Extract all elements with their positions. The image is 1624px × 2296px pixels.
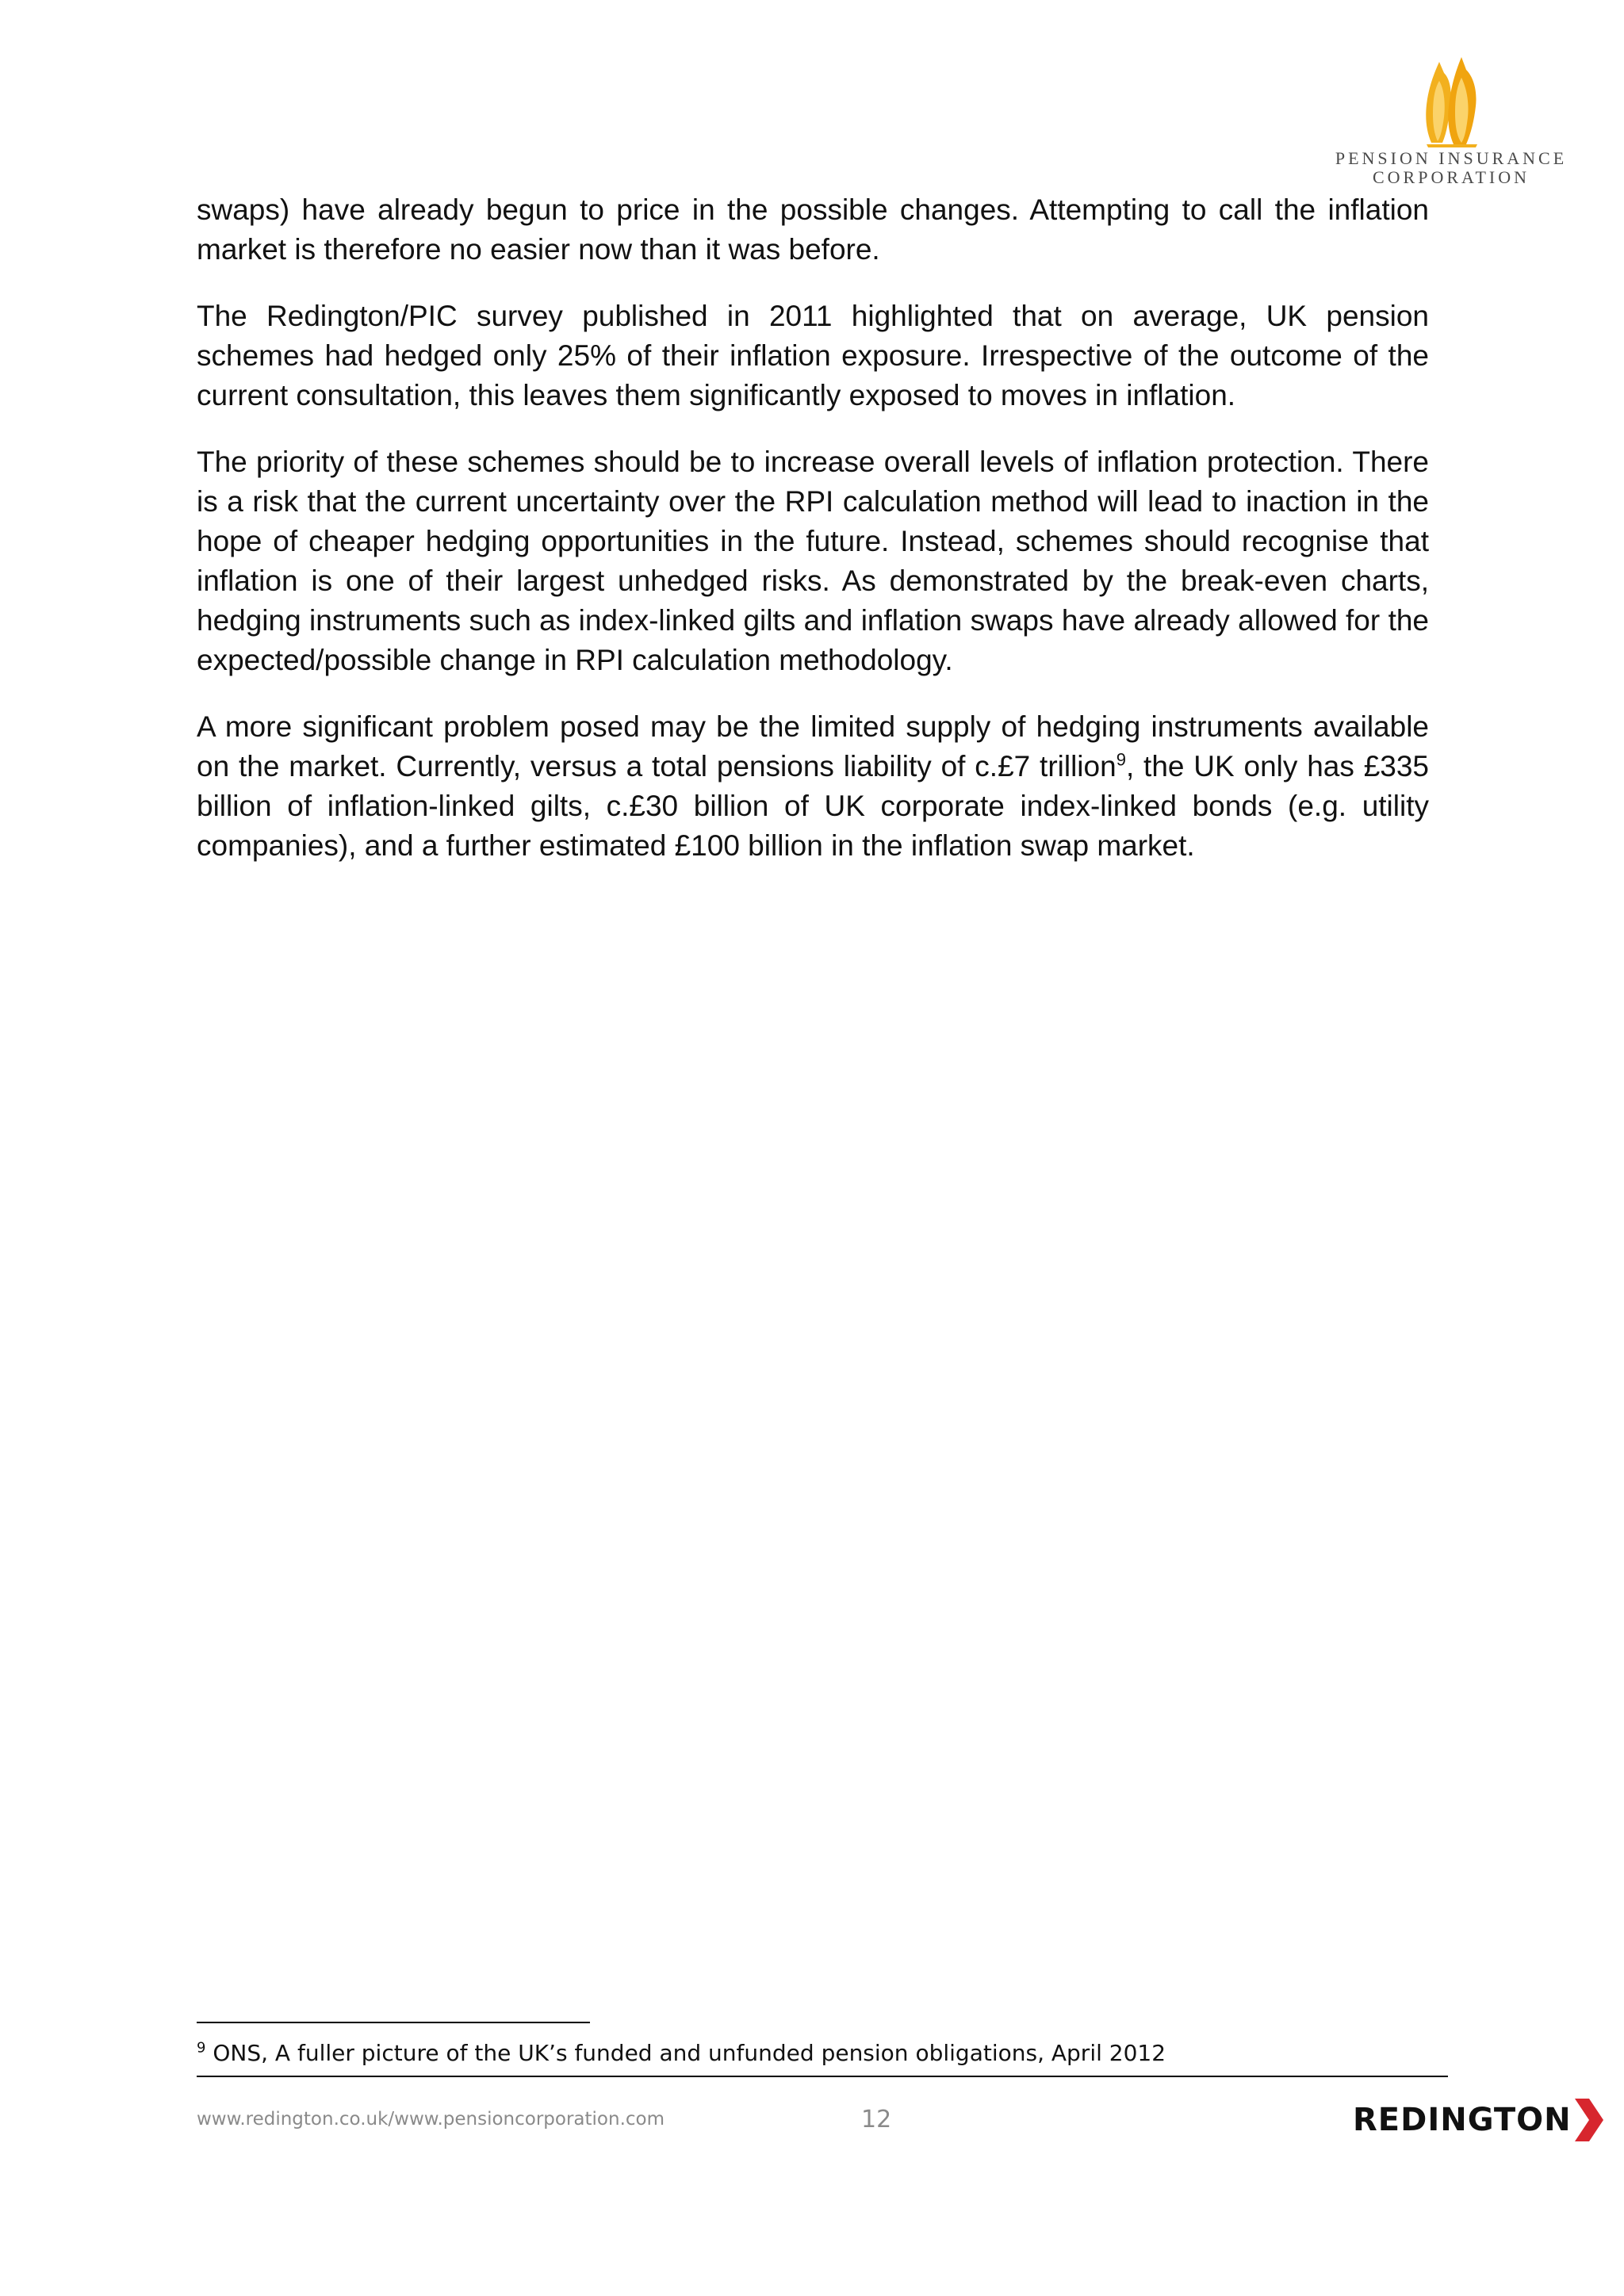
paragraph-text-start: A more significant problem posed may be the limited supply of hedging instruments available on the market. Currently, versus a total pensions liability of c.£7 trillion bbox=[197, 710, 1429, 783]
footnote-separator bbox=[197, 2022, 590, 2023]
logo-line-1: PENSION INSURANCE bbox=[1335, 148, 1568, 168]
footnote-text: ONS, A fuller picture of the UK’s funded and unfunded pension obligations, April 2012 bbox=[205, 2040, 1166, 2066]
footer-url[interactable]: www.redington.co.uk/www.pensioncorporation.com bbox=[197, 2109, 665, 2130]
page-number: 12 bbox=[861, 2106, 892, 2133]
chevron-right-icon bbox=[1573, 2097, 1605, 2143]
penguins-icon bbox=[1415, 55, 1487, 149]
paragraph: The priority of these schemes should be to increase overall levels of inflation protection. There is a risk that the current uncertainty over the RPI calculation method will lead to inaction in the hope of cheaper hedging opportunities in the future. Instead, schemes should recognise that inflation is one of their largest unhedged risks. As demonstrated by the break-even charts, hedging instruments such as index-linked gilts and inflation swaps have already allowed for the expected/possible change in RPI calculation methodology. bbox=[197, 446, 1429, 676]
logo-line-2: CORPORATION bbox=[1372, 167, 1530, 187]
footnote-number: 9 bbox=[197, 2039, 206, 2057]
redington-logo bbox=[1353, 2096, 1605, 2144]
paragraph: The Redington/PIC survey published in 2011 highlighted that on average, UK pension schemes had hedged only 25% of their inflation exposure. Irrespective of the outcome of the current consultation, this leaves them significantly exposed to moves in inflation. bbox=[197, 300, 1429, 411]
paragraph-with-footnote-ref bbox=[197, 707, 1429, 866]
pension-insurance-corporation-logo bbox=[1316, 55, 1586, 198]
footnote bbox=[197, 2039, 1166, 2068]
footer-divider bbox=[197, 2076, 1448, 2077]
footnote-reference[interactable]: 9 bbox=[1116, 749, 1126, 770]
paragraph-text-end: , the UK only has £335 billion of inflation-linked gilts, c.£30 billion of UK corporate index-linked bonds (e.g. utility companies), and a further estimated £100 billion in the inflation swap market. bbox=[197, 750, 1430, 862]
paragraph: swaps) have already begun to price in the possible changes. Attempting to call the inflation market is therefore no easier now than it was before. bbox=[197, 193, 1429, 266]
body-text bbox=[197, 190, 1429, 893]
redington-wordmark: REDINGTON bbox=[1353, 2102, 1572, 2138]
